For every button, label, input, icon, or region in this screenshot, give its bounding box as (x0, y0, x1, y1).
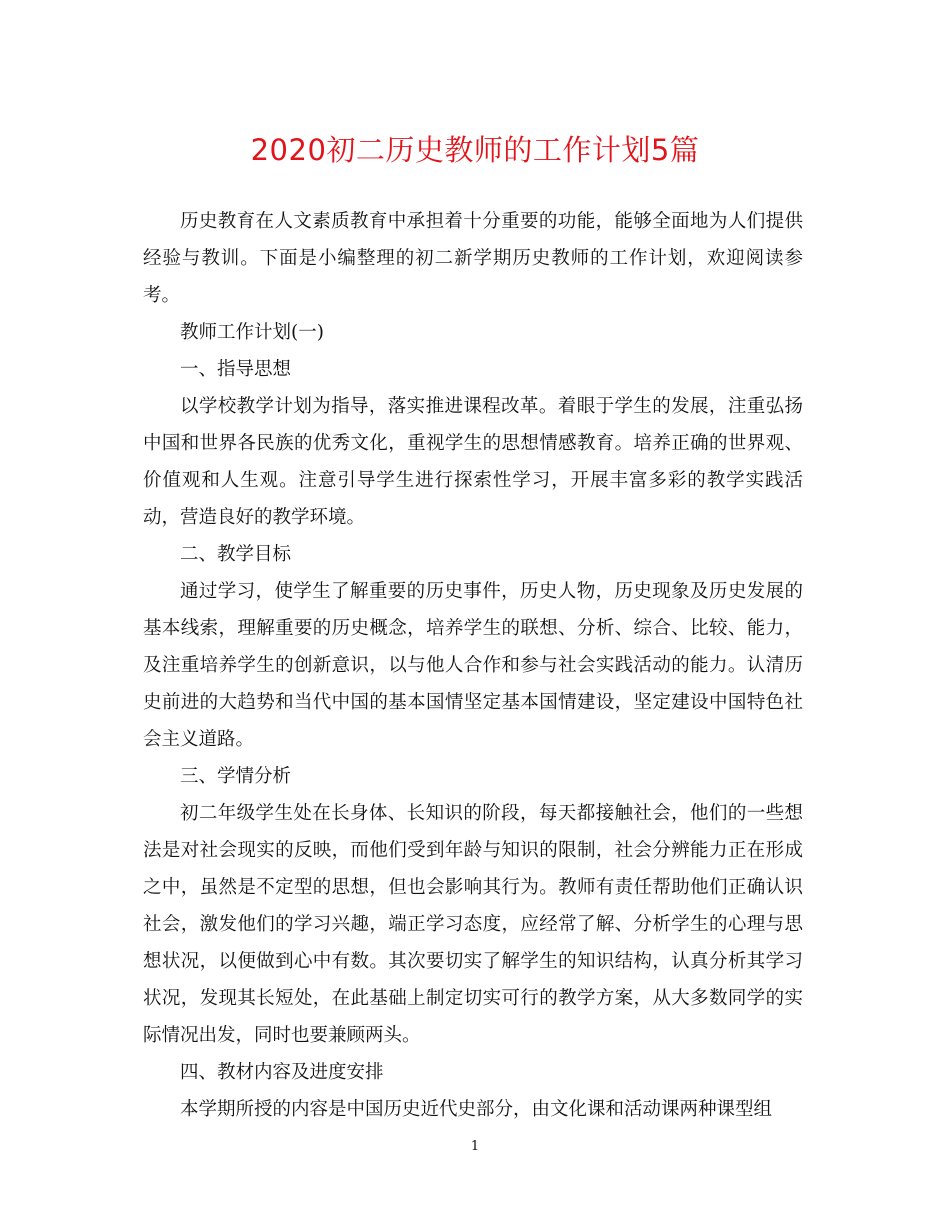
intro-paragraph: 历史教育在人文素质教育中承担着十分重要的功能，能够全面地为人们提供经验与教训。下面是小编整理的初二新学期历史教师的工作计划，欢迎阅读参考。 (143, 211, 803, 306)
section-heading-teaching-goals: 二、教学目标 (180, 544, 292, 565)
section-heading-content-schedule: 四、教材内容及进度安排 (180, 1062, 384, 1083)
document-body (143, 203, 803, 1128)
section-text-student-analysis: 初二年级学生处在长身体、长知识的阶段，每天都接触社会，他们的一些想法是对社会现实的反映，而他们受到年龄与知识的限制，社会分辨能力正在形成之中，虽然是不定型的思想，但也会影响其行为。教师有责任帮助他们正确认识社会，激发他们的学习兴趣，端正学习态度，应经常了解、分析学生的心理与思想状况，以便做到心中有数。其次要切实了解学生的知识结构，认真分析其学习状况，发现其长短处，在此基础上制定切实可行的教学方案，从大多数同学的实际情况出发，同时也要兼顾两头。 (143, 803, 803, 1046)
document-title: 2020初二历史教师的工作计划5篇 (250, 133, 700, 167)
section-heading-guiding-thought: 一、指导思想 (180, 359, 292, 380)
section-text-guiding-thought: 以学校教学计划为指导，落实推进课程改革。着眼于学生的发展，注重弘扬中国和世界各民族的优秀文化，重视学生的思想情感教育。培养正确的世界观、价值观和人生观。注意引导学生进行探索性学习，开展丰富多彩的教学实践活动，营造良好的教学环境。 (143, 396, 803, 528)
section-text-content-schedule: 本学期所授的内容是中国历史近代史部分，由文化课和活动课两种课型组 (180, 1099, 773, 1120)
section-heading-student-analysis: 三、学情分析 (180, 766, 292, 787)
plan-title: 教师工作计划(一) (180, 322, 324, 343)
section-text-teaching-goals: 通过学习，使学生了解重要的历史事件，历史人物，历史现象及历史发展的基本线索，理解重要的历史概念，培养学生的联想、分析、综合、比较、能力，及注重培养学生的创新意识，以与他人合作和参与社会实践活动的能力。认清历史前进的大趋势和当代中国的基本国情坚定基本国情建设，坚定建设中国特色社会主义道路。 (143, 581, 803, 750)
page-number: 1 (470, 1139, 480, 1154)
